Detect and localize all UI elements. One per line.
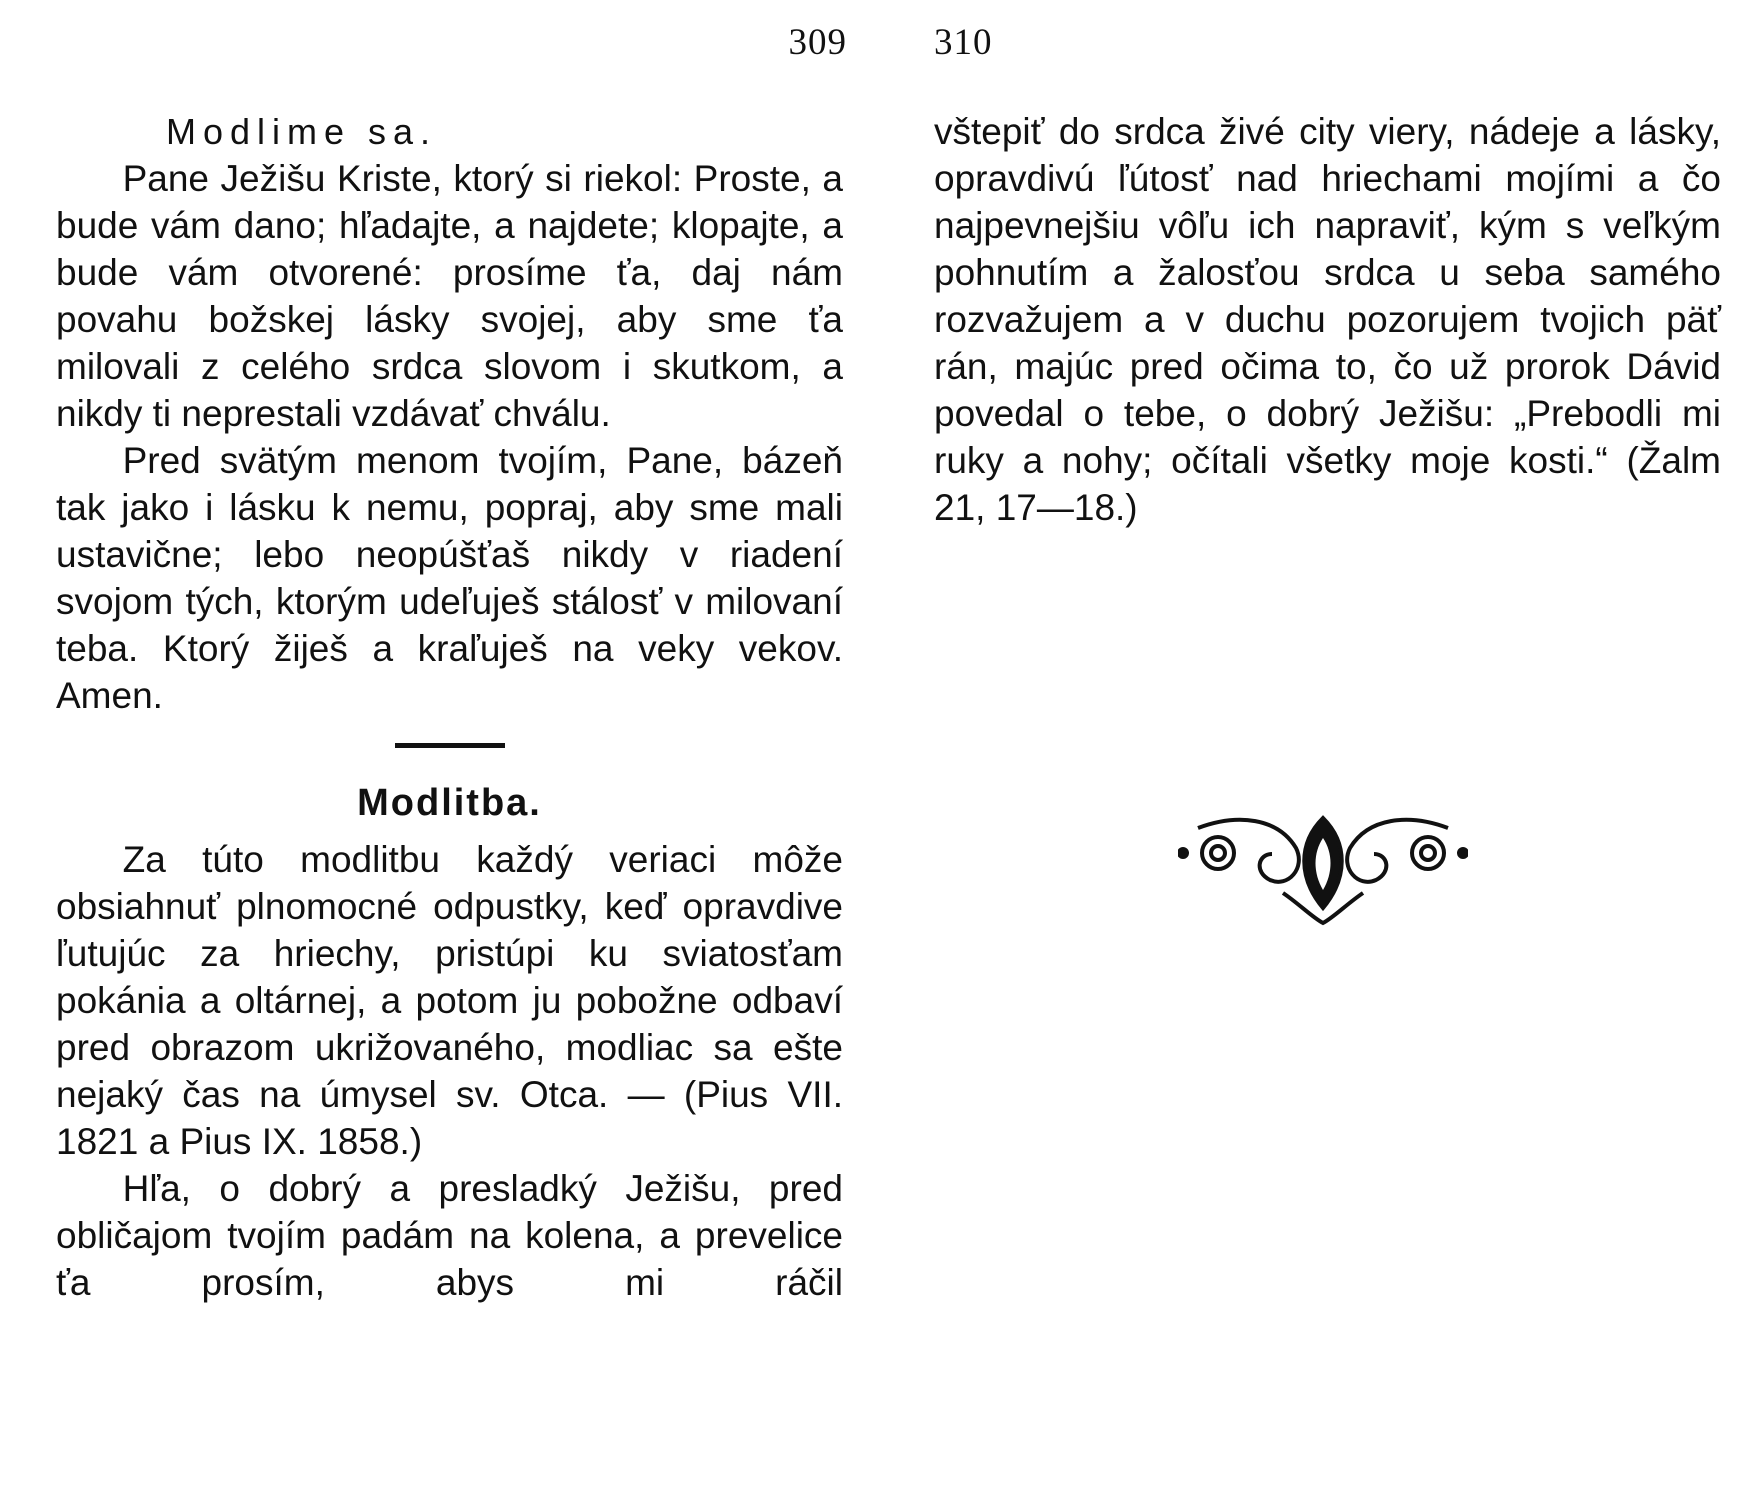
paragraph: Hľa, o dobrý a presladký Ježišu, pred obličajom tvojím padám na kolena, a prevelice ťa prosím, abys mi ráčil: [56, 1168, 843, 1303]
page-number: 310: [934, 22, 993, 63]
text-column: [934, 108, 1721, 531]
paragraph: Pred svätým menom tvojím, Pane, bázeň tak jako i lásku k nemu, popraj, aby sme mali ustavične; lebo neopúšťaš nikdy v riadení svojom tých, ktorým udeľuješ stálosť v milovaní teba. Ktorý žiješ a kraľuješ na veky vekov. Amen.: [56, 440, 843, 716]
paragraph: Pane Ježišu Kriste, ktorý si riekol: Proste, a bude vám dano; hľadajte, a najdete; klopajte, a bude vám otvorené: prosíme ťa, daj nám povahu božskej lásky svojej, aby sme ťa milovali z celého srdca slovom i skutkom, a nikdy ti neprestali vzdávať chválu.: [56, 158, 843, 434]
paragraph: vštepiť do srdca živé city viery, nádeje a lásky, opravdivú ľútosť nad hriechami mojími a čo najpevnejšiu vôľu ich napraviť, kým s veľkým pohnutím a žalosťou srdca u seba samého rozvažujem a v duchu pozorujem tvojich päť rán, majúc pred očima to, čo už prorok Dávid povedal o tebe, o dobrý Ježišu: „Prebodli mi ruky a nohy; očítali všetky moje kosti.“ (Žalm 21, 17—18.): [934, 111, 1721, 528]
prayer-heading: Modlime sa.: [166, 111, 438, 152]
paragraph: Za túto modlitbu každý veriaci môže obsiahnuť plnomocné odpustky, keď opravdive ľutujúc za hriechy, pristúpi ku sviatosťam pokánia a oltárnej, a potom ju pobožne odbaví pred obrazom ukrižovaného, modliac sa ešte nejaký čas na úmysel sv. Otca. — (Pius VII. 1821 a Pius IX. 1858.): [56, 839, 843, 1162]
ornament-icon: [1178, 808, 1468, 928]
page-number: 309: [788, 22, 847, 63]
right-page: [878, 0, 1756, 1500]
section-divider: [395, 743, 505, 748]
text-column: [56, 108, 843, 1306]
section-heading: Modlitba.: [357, 782, 542, 824]
